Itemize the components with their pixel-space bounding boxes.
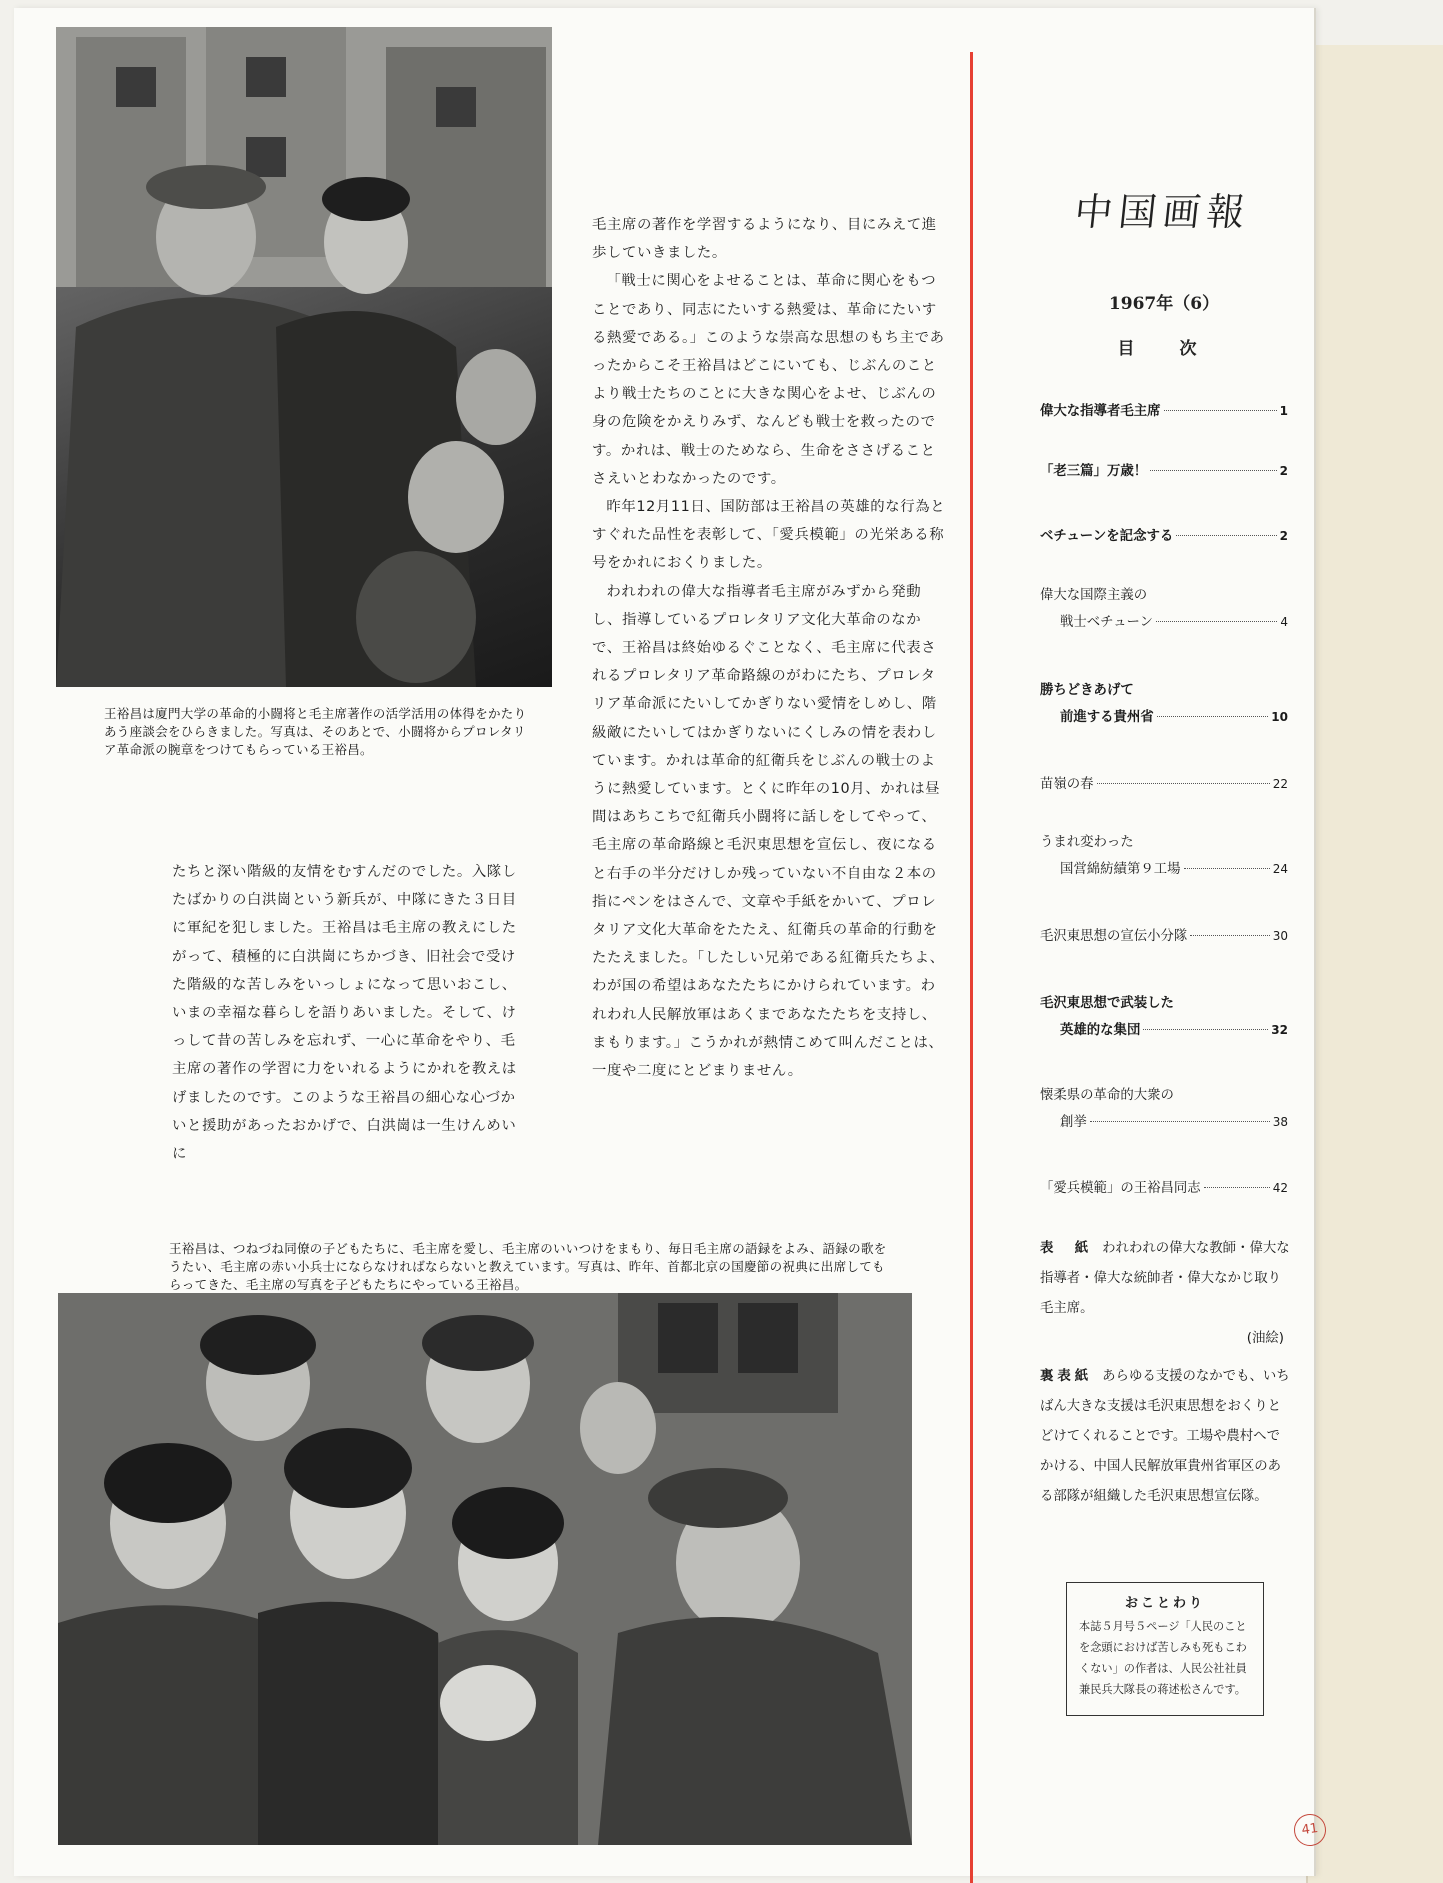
toc-entry-row xyxy=(1040,1109,1288,1136)
toc-leader-dots xyxy=(1164,410,1277,411)
toc-entry-row xyxy=(1040,523,1288,550)
erratum-notice xyxy=(1066,1582,1264,1716)
toc-entry-page: 1 xyxy=(1279,404,1288,418)
toc-entry-row xyxy=(1040,704,1288,731)
article-paragraph: たちと深い階級的友情をむすんだのでした。入隊したばかりの白洪崗という新兵が、中隊にきた３日目に軍紀を犯しました。王裕昌は毛主席の教えにしたがって、積極的に白洪崗にちかづき、旧社会で受けた階級的な苦しみをいっしょになって思いおこし、いまの幸福な暮らしを語りあいました。そして、けっして昔の苦しみを忘れず、一心に革命をやり、毛主席の著作の学習に力をいれるようにかれを教えはげましたのです。このような王裕昌の細心な心づかいと援助があったおかげで、白洪崗は一生けんめいに xyxy=(172,864,517,1163)
toc-entry xyxy=(1040,1175,1288,1202)
toc-entry-row xyxy=(1040,398,1288,425)
toc-entry-title: 偉大な指導者毛主席 xyxy=(1040,404,1161,419)
issue-number: 1967年（6） xyxy=(1108,294,1220,314)
toc-entry-page: 2 xyxy=(1279,464,1288,478)
cover-label: 表 紙 xyxy=(1040,1241,1093,1256)
toc-entry-title-line xyxy=(1040,830,1288,856)
handwritten-page-number: 41 xyxy=(1292,1812,1328,1848)
toc-entry-title: 勝ちどきあげて xyxy=(1040,683,1134,698)
toc-leader-dots xyxy=(1204,1187,1270,1188)
toc-entry-page: 2 xyxy=(1279,529,1288,543)
cover-medium: (油絵) xyxy=(1246,1331,1284,1346)
toc-entry-title: 国営綿紡績第９工場 xyxy=(1060,862,1181,877)
toc-entry-page: 24 xyxy=(1272,862,1288,876)
toc-entry-title: 懐柔県の革命的大衆の xyxy=(1040,1088,1174,1103)
toc-entry xyxy=(1040,1083,1288,1136)
toc-entry-row xyxy=(1040,1017,1288,1044)
toc-entry-title-line xyxy=(1040,583,1288,609)
back-cover-text: あらゆる支援のなかでも、いちばん大きな支援は毛沢東思想をおくりとどけてくれることです。工場や農村へでかける、中国人民解放軍貴州省軍区のある部隊が組織した毛沢東思想宣伝隊。 xyxy=(1040,1369,1290,1504)
toc-entry-page: 30 xyxy=(1272,929,1288,943)
article-paragraph: 「戦士に関心をよせることは、革命に関心をもつことであり、同志にたいする熱愛は、革命にたいする熱愛である。」このような崇高な思想のもち主であったからこそ王裕昌はどこにいても、じぶんのことより戦士たちのことに大きな関心をよせ、じぶんの身の危険をかえりみず、なんども戦士を救ったのです。かれは、戦士のためなら、生命をささげることさえいとわなかったのです。 xyxy=(592,273,945,487)
toc-entry-title: うまれ変わった xyxy=(1040,835,1134,850)
toc-entry-title: ベチューンを記念する xyxy=(1040,529,1174,544)
photo-children-portrait xyxy=(58,1293,912,1845)
toc-leader-dots xyxy=(1143,1029,1268,1030)
article-paragraph: 昨年12月11日、国防部は王裕昌の英雄的な行為とすぐれた品性を表彰して、「愛兵模範」の光栄ある称号をかれにおくりました。 xyxy=(592,499,946,572)
toc-entry-row xyxy=(1040,771,1288,798)
toc-entry-title: 創挙 xyxy=(1060,1115,1087,1130)
toc-entry-page: 22 xyxy=(1272,777,1288,791)
toc-entry-title: 英雄的な集団 xyxy=(1060,1023,1141,1038)
notice-title: おことわり xyxy=(1124,1596,1205,1611)
toc-entry-page: 42 xyxy=(1272,1181,1288,1195)
toc-entry-title: 「愛兵模範」の王裕昌同志 xyxy=(1040,1181,1201,1196)
toc-entry-title: 毛沢東思想で武装した xyxy=(1040,996,1174,1011)
back-cover-description xyxy=(1040,1362,1290,1512)
photo-armband-ceremony xyxy=(56,27,552,687)
column-divider-red-rule xyxy=(970,52,973,1883)
toc-entry-page: 38 xyxy=(1272,1115,1288,1129)
article-paragraph: 毛主席の著作を学習するようになり、目にみえて進歩していきました。 xyxy=(592,217,937,262)
toc-entry-row xyxy=(1040,856,1288,883)
toc-entry xyxy=(1040,458,1288,485)
photo-bottom-illustration xyxy=(58,1293,912,1845)
toc-entry-title: 苗嶺の春 xyxy=(1040,777,1094,792)
cover-description xyxy=(1040,1234,1290,1354)
toc-entry-page: 4 xyxy=(1280,615,1288,629)
article-left-column xyxy=(172,858,528,1168)
toc-entry xyxy=(1040,523,1288,550)
toc-entry xyxy=(1040,830,1288,883)
toc-entry-row xyxy=(1040,458,1288,485)
toc-entry-row xyxy=(1040,609,1288,636)
toc-leader-dots xyxy=(1190,935,1269,936)
toc-leader-dots xyxy=(1176,535,1276,536)
toc-entry xyxy=(1040,583,1288,636)
toc-heading: 目 次 xyxy=(1117,339,1211,359)
underlying-page-edge xyxy=(1306,45,1443,1883)
article-right-column xyxy=(592,211,948,1085)
photo-bottom-caption: 王裕昌は、つねづね同僚の子どもたちに、毛主席を愛し、毛主席のいいつけをまもり、毎日毛主席の語録をよみ、語録の歌をうたい、毛主席の赤い小兵士にならなければならないと教えています。写真は、昨年、首都北京の国慶節の祝典に出席してもらってきた、毛主席の写真を子どもたちにやっている王裕昌。 xyxy=(169,1241,887,1292)
toc-entry-page: 32 xyxy=(1271,1023,1288,1037)
toc-entry-page: 10 xyxy=(1271,710,1288,724)
toc-entry-title-line xyxy=(1040,1083,1288,1109)
toc-entry-title: 戦士ベチューン xyxy=(1060,615,1154,630)
article-paragraph: われわれの偉大な指導者毛主席がみずから発動し、指導しているプロレタリア文化大革命のなかで、王裕昌は終始ゆるぐことなく、毛主席に代表されるプロレタリア革命路線のがわにたち、プロレタリア革命派にたいしてかぎりない愛情をしめし、階級敵にたいしてはかぎりないにくしみの情を表わしています。かれは革命的紅衛兵をじぶんの戦士のように熱愛しています。とくに昨年の10月、かれは昼間はあちこちで紅衛兵小闘将に話しをしてやって、毛主席の革命路線と毛沢東思想を宣伝し、夜になると右手の半分だけしか残っていない不自由な２本の指にペンをはさんで、文章や手紙をかいて、プロレタリア文化大革命をたたえ、紅衛兵の革命的行動をたたえました。「したしい兄弟である紅衛兵たちよ、わが国の希望はあなたたちにかけられています。われわれ人民解放軍はあくまであなたたちを支持し、まもります。」こうかれが熱情こめて叫んだことは、一度や二度にとどまりません。 xyxy=(592,583,945,1080)
toc-entry xyxy=(1040,991,1288,1044)
toc-entry-row xyxy=(1040,923,1288,950)
magazine-page xyxy=(14,8,1320,1876)
toc-leader-dots xyxy=(1184,868,1270,869)
toc-entry-title: 偉大な国際主義の xyxy=(1040,588,1148,603)
toc-entry-title-line xyxy=(1040,991,1288,1017)
toc-leader-dots xyxy=(1156,621,1277,622)
toc-entry-row xyxy=(1040,1175,1288,1202)
toc-entry-title-line xyxy=(1040,678,1288,704)
toc-leader-dots xyxy=(1090,1121,1270,1122)
toc-leader-dots xyxy=(1150,470,1277,471)
toc-entry xyxy=(1040,678,1288,731)
notice-text: 本誌５月号５ページ「人民のことを念頭におけば苦しみも死もこわくない」の作者は、人民公社社員兼民兵大隊長の蒋述松さんです。 xyxy=(1079,1620,1247,1696)
photo-top-illustration xyxy=(56,27,552,687)
photo-top-caption: 王裕昌は廈門大学の革命的小闘将と毛主席著作の活学活用の体得をかたりあう座談会をひらきました。写真は、そのあとで、小闘将からプロレタリア革命派の腕章をつけてもらっている王裕昌。 xyxy=(104,706,527,757)
toc-leader-dots xyxy=(1097,783,1270,784)
toc-entry xyxy=(1040,771,1288,798)
toc-entry xyxy=(1040,923,1288,950)
back-cover-label: 裏表紙 xyxy=(1040,1369,1093,1384)
magazine-title: 中国画報 xyxy=(1072,190,1253,234)
toc-entry xyxy=(1040,398,1288,425)
toc-entry-title: 前進する貴州省 xyxy=(1060,710,1154,725)
toc-leader-dots xyxy=(1157,716,1269,717)
cover-text: われわれの偉大な教師・偉大な指導者・偉大な統帥者・偉大なかじ取り毛主席。 xyxy=(1040,1241,1290,1316)
toc-entry-title: 毛沢東思想の宣伝小分隊 xyxy=(1040,929,1188,944)
toc-entry-title: 「老三篇」万歳！ xyxy=(1040,464,1148,479)
